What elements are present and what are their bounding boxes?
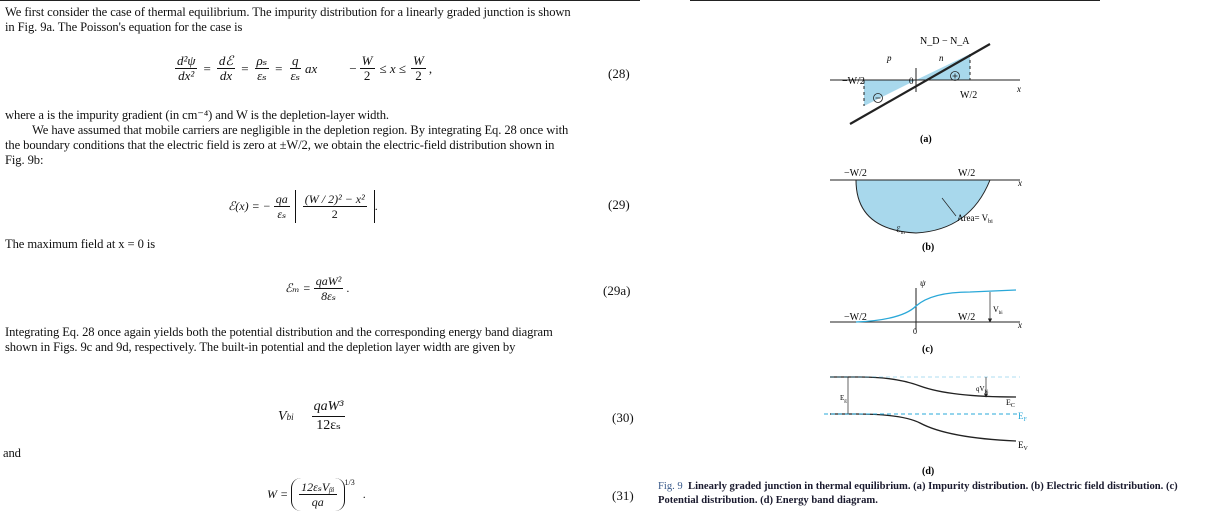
panel-b-neg-w2-label: −W/2	[844, 168, 867, 179]
panel-d-ec-label: $E_C$	[1006, 398, 1015, 409]
panel-d-qvbi-label: $qV_{bi}$	[976, 385, 989, 395]
figure-9-caption-lead: Fig. 9	[658, 481, 683, 492]
figure-9-caption-line-1	[658, 480, 1218, 494]
panel-c-x-label: x	[1018, 320, 1022, 330]
paragraph-3-line-3: Fig. 9b:	[5, 153, 44, 167]
equation-30: V bi $\frac{\text{qaW³}}{\text{12εₛ}}$	[278, 399, 344, 433]
panel-a-caption-label: (a)	[920, 134, 932, 145]
eq28-w-fraction: $\frac{W}{2}$	[413, 53, 424, 83]
panel-c-psi-label: ψ	[920, 278, 926, 288]
top-rule-left	[0, 0, 640, 1]
panel-b-area-label: Area= $V_{bi}$	[957, 213, 993, 225]
panel-d-eg-label: $E_g$	[840, 394, 847, 404]
panel-a-w2-label: W/2	[960, 90, 978, 101]
panel-c-zero-label: 0	[913, 327, 917, 336]
panel-a-neg-w2-label: −W/2	[842, 76, 865, 87]
eq29-bracket	[295, 190, 375, 223]
equation-29: ℰ(x) = − $\frac{qa}{\text{εₛ}}$ $\frac{\text{(W / 2)² − x²}}{2}$ .	[228, 192, 378, 221]
paragraph-3-line-2: the boundary conditions that the electric field is zero at ±W/2, we obtain the electric-field distribution shown in	[5, 138, 555, 152]
panel-a-ndna-label: N_D − N_A	[920, 36, 970, 47]
panel-a-impurity	[830, 36, 1021, 145]
panel-c-neg-w2-label: −W/2	[844, 312, 867, 323]
eq31-fraction: $\frac{\text{12εₛVᵦᵢ}}{qa}$	[301, 480, 335, 509]
equation-28: $\frac{\text{d²ψ}}{\text{dx²}}$ = $\frac{\text{dℰ}}{dx}$ = $\frac{\text{ρₛ}}{\text{εₛ}}$ = $\frac{q}{\text{εₛ}}$ ax − $\frac{W}{2}$ ≤ x ≤ $\frac{W}{2}$ ,	[177, 53, 433, 83]
panel-b-x-label: x	[1018, 178, 1022, 188]
paragraph-1-line-2: in Fig. 9a. The Poisson's equation for the case is	[5, 20, 243, 34]
paragraph-6: and	[3, 446, 21, 460]
paragraph-5-line-2: shown in Figs. 9c and 9d, respectively. The built-in potential and the depletion layer width are given by	[5, 340, 516, 354]
figure-9	[820, 30, 1040, 477]
panel-b-em-label: ℰ$_m$	[896, 225, 905, 236]
figure-9-caption-text: Linearly graded junction in thermal equilibrium. (a) Impurity distribution. (b) Electric field distribution. (c)	[688, 481, 1178, 492]
eq28-q-fraction: $\frac{q}{\text{εₛ}}$	[290, 53, 301, 83]
equation-29a: ℰₘ = $\frac{\text{qaW²}}{\text{8εₛ}}$ .	[285, 274, 350, 303]
panel-a-zero-label: 0	[909, 76, 914, 86]
eq30-fraction: $\frac{\text{qaW³}}{\text{12εₛ}}$	[313, 399, 344, 433]
panel-d-caption-label: (d)	[922, 466, 935, 477]
equation-29-number: (29)	[608, 197, 630, 212]
panel-a-p-label: p	[887, 53, 892, 63]
equation-31-number: (31)	[612, 488, 634, 503]
equation-31: W = $\frac{\text{12εₛVᵦᵢ}}{qa}$ $^{1/3}$ .	[267, 478, 366, 509]
equation-28-number: (28)	[608, 66, 630, 81]
paragraph-5-line-1: Integrating Eq. 28 once again yields both the potential distribution and the corresponding energy band diagram	[5, 325, 553, 339]
paragraph-4: The maximum field at x = 0 is	[5, 237, 156, 251]
figure-9-caption	[658, 480, 1218, 508]
figure-9-caption-line-2: Potential distribution. (d) Energy band diagram.	[658, 495, 878, 506]
panel-a-n-label: n	[939, 53, 944, 63]
eq28-neg-w-fraction: $\frac{W}{2}$	[361, 53, 373, 83]
equation-29a-number: (29a)	[603, 283, 631, 298]
panel-a-x-label: x	[1017, 84, 1021, 94]
panel-b-caption-label: (b)	[922, 242, 935, 253]
panel-c-potential	[830, 278, 1022, 355]
paragraph-1-line-1: We first consider the case of thermal equilibrium. The impurity distribution for a linearly graded junction is shown	[5, 5, 571, 19]
eq28-rho-fraction: $\frac{\text{ρₛ}}{\text{εₛ}}$	[256, 53, 268, 83]
panel-b-w2-label: W/2	[958, 168, 976, 179]
eq28-d2psi-fraction: $\frac{\text{d²ψ}}{\text{dx²}}$	[177, 53, 196, 83]
eq29-qa-fraction: $\frac{qa}{\text{εₛ}}$	[275, 192, 288, 221]
eq28-dE-fraction: $\frac{\text{dℰ}}{dx}$	[218, 53, 234, 83]
panel-b-electric-field	[830, 168, 1022, 253]
eq29-main-fraction: $\frac{\text{(W / 2)² − x²}}{2}$	[304, 192, 365, 221]
top-rule-right	[690, 0, 1100, 1]
paragraph-3-line-1: We have assumed that mobile carriers are negligible in the depletion region. By integrating Eq. 28 once with	[32, 123, 569, 137]
equation-30-number: (30)	[612, 410, 634, 425]
eq31-paren	[291, 478, 344, 511]
panel-d-ev-label: $E_V$	[1018, 440, 1028, 452]
eq29a-fraction: $\frac{\text{qaW²}}{\text{8εₛ}}$	[315, 274, 342, 303]
paragraph-2: where a is the impurity gradient (in cm⁻⁴) and W is the depletion-layer width.	[5, 108, 389, 122]
panel-c-caption-label: (c)	[922, 344, 934, 355]
panel-d-band-diagram	[824, 377, 1029, 477]
panel-d-ef-label: $E_F$	[1018, 411, 1027, 423]
panel-c-w2-label: W/2	[958, 312, 976, 323]
panel-c-vbi-label: $V_{bi}$	[993, 305, 1003, 316]
